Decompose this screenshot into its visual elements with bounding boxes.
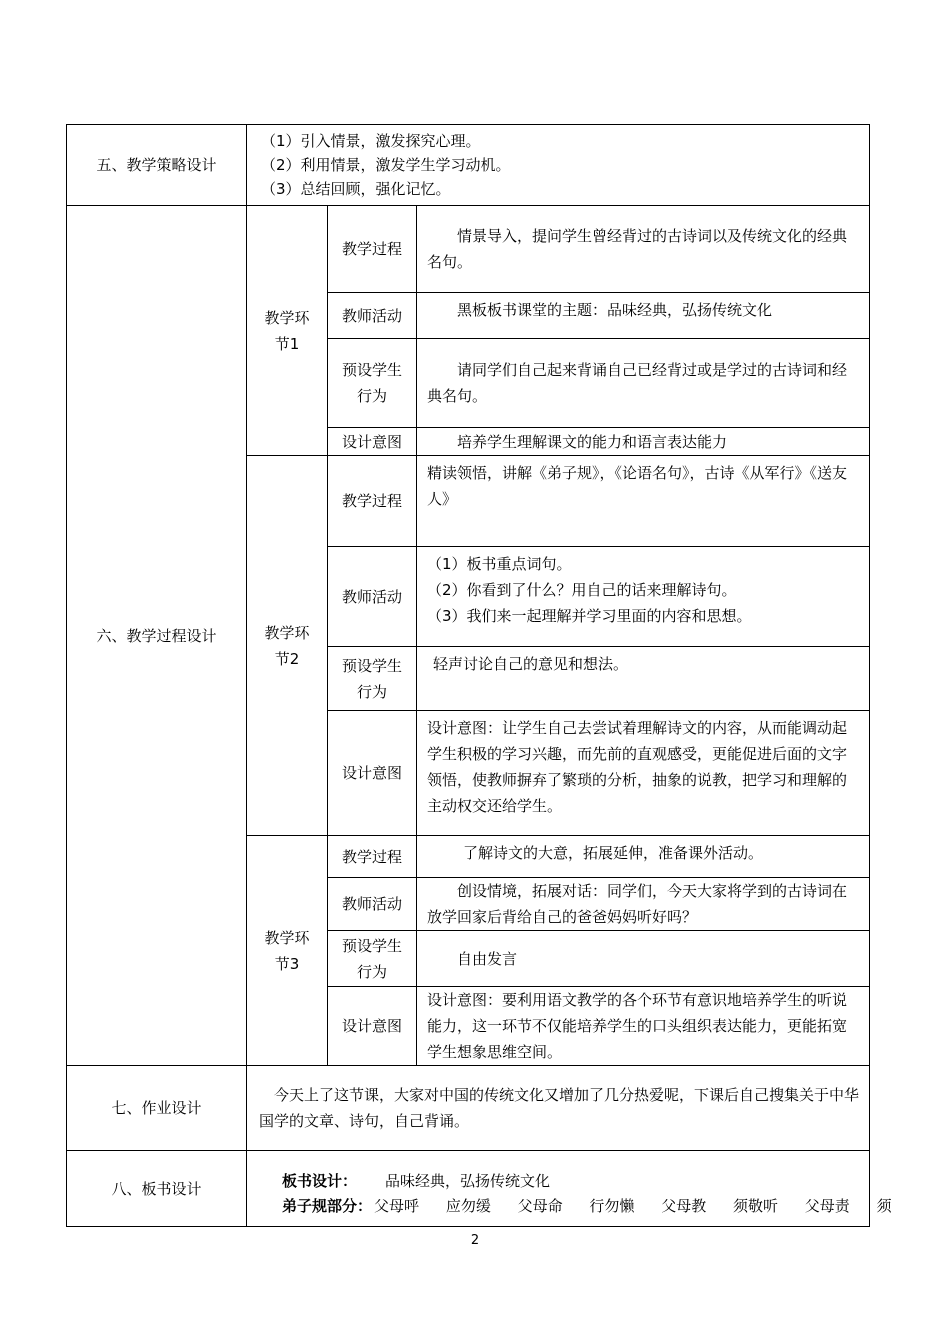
section5-title: 五、教学策略设计 [67,125,247,206]
stage1-intent-label: 设计意图 [328,428,417,456]
stage1-teacher: 黑板板书课堂的主题：品味经典，弘扬传统文化 [417,293,870,339]
stage1-process: 情景导入，提问学生曾经背过的古诗词以及传统文化的经典名句。 [417,206,870,293]
dizigui-item: 父母呼 [374,1197,420,1215]
strategy-item-2: （2）利用情景，激发学生学习动机。 [261,156,511,174]
page-number: 2 [470,1233,480,1248]
dizigui-item: 父母教 [661,1197,707,1215]
section7-title: 七、作业设计 [67,1066,247,1151]
section5-row [67,125,870,206]
stage3-student-label: 预设学生行为 [328,931,417,987]
stage3-student: 自由发言 [417,931,870,987]
stage3-intent-label: 设计意图 [328,987,417,1066]
section5-content [247,125,870,206]
stage2-teacher [417,547,870,647]
board-text: 品味经典，弘扬传统文化 [385,1172,551,1190]
stage3-title: 教学环节3 [247,836,328,1066]
section8-title: 八、板书设计 [67,1151,247,1227]
dizigui-item: 父母责 [804,1197,850,1215]
stage2-student: 轻声讨论自己的意见和想法。 [417,647,870,711]
board-label: 板书设计： [282,1172,358,1190]
board-title-line [247,1169,859,1194]
stage3-process: 了解诗文的大意，拓展延伸，准备课外活动。 [417,836,870,878]
stage3-intent: 设计意图：要利用语文教学的各个环节有意识地培养学生的听说能力，这一环节不仅能培养学生的口头组织表达能力，更能拓宽学生想象思维空间。 [417,987,870,1066]
section8-content [247,1151,892,1227]
stage2-intent: 设计意图：让学生自己去尝试着理解诗文的内容，从而能调动起学生积极的学习兴趣，而先前的直观感受，更能促进后面的文字领悟，使教师摒弃了繁琐的分析，抽象的说教，把学习和理解的主动权交还给学生。 [417,711,870,836]
section7-row [67,1066,870,1151]
strategy-item-3: （3）总结回顾，强化记忆。 [261,180,451,198]
stage2-intent-label: 设计意图 [328,711,417,836]
stage2-teacher-item-3: （3）我们来一起理解并学习里面的内容和思想。 [427,607,752,625]
stage1-intent: 培养学生理解课文的能力和语言表达能力 [417,428,870,456]
stage3-teacher-label: 教师活动 [328,878,417,931]
dizigui-item: 行勿懒 [589,1197,635,1215]
dizigui-line [247,1194,892,1219]
stage2-student-label: 预设学生行为 [328,647,417,711]
stage2-teacher-item-2: （2）你看到了什么？用自己的话来理解诗句。 [427,581,737,599]
dizigui-items [374,1194,892,1219]
section8-row [67,1151,870,1227]
dizigui-item: 父母命 [517,1197,563,1215]
stage1-process-label: 教学过程 [328,206,417,293]
stage1-teacher-label: 教师活动 [328,293,417,339]
stage1-title: 教学环节1 [247,206,328,456]
dizigui-item: 应勿缓 [445,1197,491,1215]
dizigui-item: 须 [876,1197,892,1215]
stage3-teacher: 创设情境，拓展对话：同学们，今天大家将学到的古诗词在放学回家后背给自己的爸爸妈妈听好吗？ [417,878,870,931]
stage2-teacher-item-1: （1）板书重点词句。 [427,555,572,573]
stage2-teacher-label: 教师活动 [328,547,417,647]
stage1-student: 请同学们自己起来背诵自己已经背过或是学过的古诗词和经典名句。 [417,339,870,428]
dizigui-item: 须敬听 [733,1197,779,1215]
section6-title: 六、教学过程设计 [67,206,247,1066]
stage2-title: 教学环节2 [247,456,328,836]
lesson-plan-table [66,124,892,1227]
dizigui-label: 弟子规部分： [282,1197,373,1215]
strategy-item-1: （1）引入情景，激发探究心理。 [261,132,481,150]
stage2-process-label: 教学过程 [328,456,417,547]
stage2-process: 精读领悟，讲解《弟子规》，《论语名句》，古诗《从军行》《送友人》 [417,456,870,547]
stage1-process-row [67,206,870,293]
stage3-process-label: 教学过程 [328,836,417,878]
stage1-student-label: 预设学生行为 [328,339,417,428]
section7-content: 今天上了这节课，大家对中国的传统文化又增加了几分热爱呢，下课后自己搜集关于中华国学的文章、诗句，自己背诵。 [247,1066,870,1151]
